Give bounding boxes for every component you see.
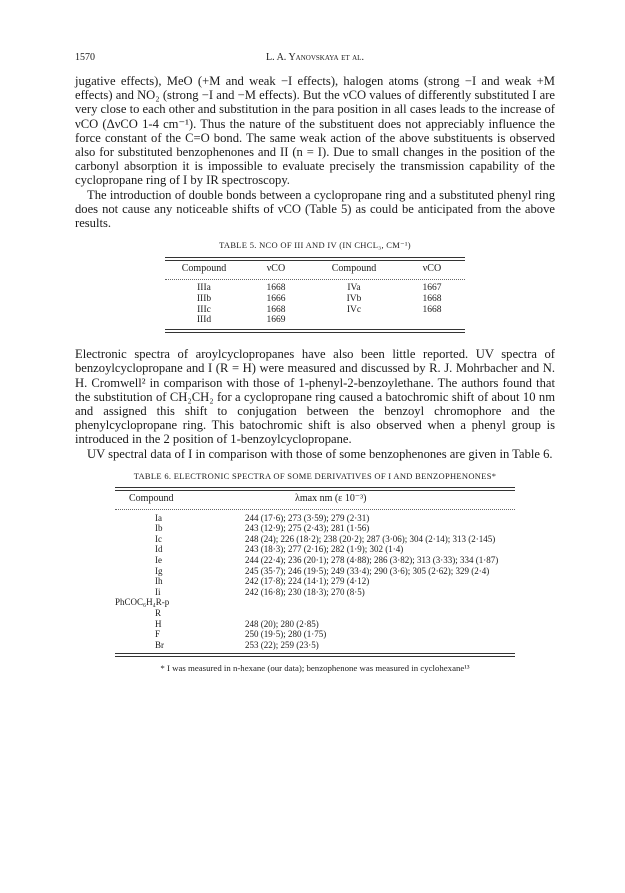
table-row	[115, 576, 515, 587]
table-group-label: R	[155, 607, 162, 618]
table-row	[115, 566, 515, 577]
table-cell: 248 (20); 280 (2·85)	[245, 618, 319, 629]
table-cell: 1668	[422, 293, 442, 304]
running-title: L. A. Yanovskaya et al.	[266, 52, 364, 63]
table-rule	[165, 279, 465, 280]
table-row	[165, 305, 465, 316]
paragraph-2: The introduction of double bonds between a cyclopropane ring and a substituted phenyl ring does not cause any noticeable shifts of νCO (Table 5) as could be anticipated from the above results.	[75, 187, 555, 231]
paragraph-3: Electronic spectra of aroylcyclopropanes have also been little reported. UV spectra of benzoylcyclopropane and I (R = H) were measured and discussed by R. J. Mohrbacher and N. H. Cromwell² in comparison with those of 1-phenyl-2-benzoylethane. The authors found that the substitution of CH₂CH₂ for a cyclopropane ring caused a batochromic shift of about 10 nm and assigned this shift to conjugation between the benzoyl chromophore and the phenylcyclopropane ring. This batochromic shift is also observed when a phenyl group is introduced in the 2 position of 1-benzoylcyclopropane.	[75, 347, 555, 447]
table-rule	[115, 509, 515, 510]
table-cell: IVc	[346, 304, 362, 315]
table-cell	[309, 315, 399, 326]
table-cell: Ie	[155, 555, 162, 566]
table-header-cell: Compound	[129, 492, 174, 504]
table-6-grid	[115, 491, 515, 651]
table-5-caption: TABLE 5. ΝCO OF III AND IV (IN CHCL₃, CM⁻¹)	[219, 240, 411, 251]
table-cell: 244 (22·4); 236 (20·1); 278 (4·88); 286 (3·82); 313 (3·33); 334 (1·87)	[245, 555, 499, 566]
table-header-cell: νCO	[422, 263, 442, 275]
table-header-cell: νCO	[266, 263, 286, 275]
table-row	[115, 544, 515, 555]
table-6-footnote: * I was measured in n-hexane (our data); benzophenone was measured in cyclohexane¹³	[160, 663, 470, 674]
table-cell: Ic	[155, 533, 162, 544]
table-cell: 1668	[422, 304, 442, 315]
table-cell: Id	[155, 544, 163, 555]
table-cell: 243 (18·3); 277 (2·16); 282 (1·9); 302 (1·4)	[245, 544, 404, 555]
table-cell: 242 (16·8); 230 (18·3); 270 (8·5)	[245, 586, 365, 597]
table-cell: 245 (35·7); 246 (19·5); 249 (33·4); 290 (3·6); 305 (2·62); 329 (2·4)	[245, 565, 490, 576]
page-header	[75, 52, 555, 74]
table-cell: 244 (17·6); 273 (3·59); 279 (2·31)	[245, 512, 370, 523]
table-cell: 1668	[266, 283, 286, 294]
table-cell: IIIa	[197, 283, 211, 294]
table-row	[115, 640, 515, 651]
table-row	[165, 283, 465, 294]
table-cell: 248 (24); 226 (18·2); 238 (20·2); 287 (3·06); 304 (2·14); 313 (2·145)	[245, 533, 496, 544]
table-5-grid	[165, 261, 465, 326]
table-cell: Ig	[155, 565, 163, 576]
table-row	[115, 534, 515, 545]
table-group-label: PhCOC₆H₄R-p	[115, 597, 170, 608]
table-cell: 242 (17·8); 224 (14·1); 279 (4·12)	[245, 576, 370, 587]
table-row	[165, 294, 465, 305]
table-cell: 250 (19·5); 280 (1·75)	[245, 629, 327, 640]
table-row	[115, 629, 515, 640]
table-row	[115, 608, 515, 619]
table-cell: 1668	[266, 304, 286, 315]
table-header-row	[115, 491, 515, 506]
table-cell: H	[155, 618, 162, 629]
table-cell: 253 (22); 259 (23·5)	[245, 639, 319, 650]
table-cell: 1666	[266, 293, 286, 304]
table-cell: Ii	[155, 586, 161, 597]
table-row	[115, 523, 515, 534]
table-header-cell: Compound	[331, 263, 377, 275]
table-cell: 1669	[266, 315, 286, 326]
table-cell: IIIb	[196, 293, 212, 304]
paragraph-1: jugative effects), MeO (+M and weak −I effects), halogen atoms (strong −I and weak +M effects) and NO₂ (strong −I and −M effects). But the νCO values of differently substituted I are very close to each other and substitution in the para position in all cases leads to the increase of νCO (ΔνCO 1-4 cm⁻¹). Thus the nature of the substituent does not appreciably influence the force constant of the C=O bond. The same weak action of the above substituents is observed also for substituted benzophenones and II (n = I). Due to small changes in the position of the carbonyl absorption it is impossible to evaluate precisely the transmission capability of the cyclopropane ring of I by IR spectroscopy.	[75, 74, 555, 188]
table-cell: Ia	[155, 512, 162, 523]
table-row	[115, 587, 515, 598]
page-number: 1570	[75, 52, 95, 63]
table-header-cell: Compound	[181, 263, 227, 275]
table-cell: IIId	[196, 315, 212, 326]
table-row	[115, 513, 515, 524]
table-header-cell: λmax nm (ε 10⁻³)	[295, 492, 367, 504]
table-5	[165, 240, 465, 333]
table-6	[115, 471, 515, 674]
table-cell	[399, 315, 465, 326]
table-cell: IVa	[347, 283, 361, 294]
document-page	[75, 52, 555, 673]
table-row	[115, 555, 515, 566]
table-cell: Ih	[155, 576, 163, 587]
table-cell: Br	[155, 639, 164, 650]
table-6-caption: TABLE 6. ELECTRONIC SPECTRA OF SOME DERIVATIVES OF I AND BENZOPHENONES*	[133, 470, 497, 481]
table-header-row	[165, 261, 465, 276]
table-cell: IVb	[346, 293, 362, 304]
table-cell: 1667	[422, 283, 442, 294]
table-row	[165, 315, 465, 326]
table-cell: Ib	[155, 523, 163, 534]
table-rule	[165, 329, 465, 333]
table-rule	[115, 653, 515, 657]
paragraph-4: UV spectral data of I in comparison with those of some benzophenones are given in Table 6.	[87, 446, 553, 461]
table-cell: 243 (12·9); 275 (2·43); 281 (1·56)	[245, 523, 370, 534]
table-cell: F	[155, 629, 161, 640]
table-row	[115, 619, 515, 630]
table-cell: IIIc	[197, 304, 211, 315]
table-row	[115, 597, 515, 608]
